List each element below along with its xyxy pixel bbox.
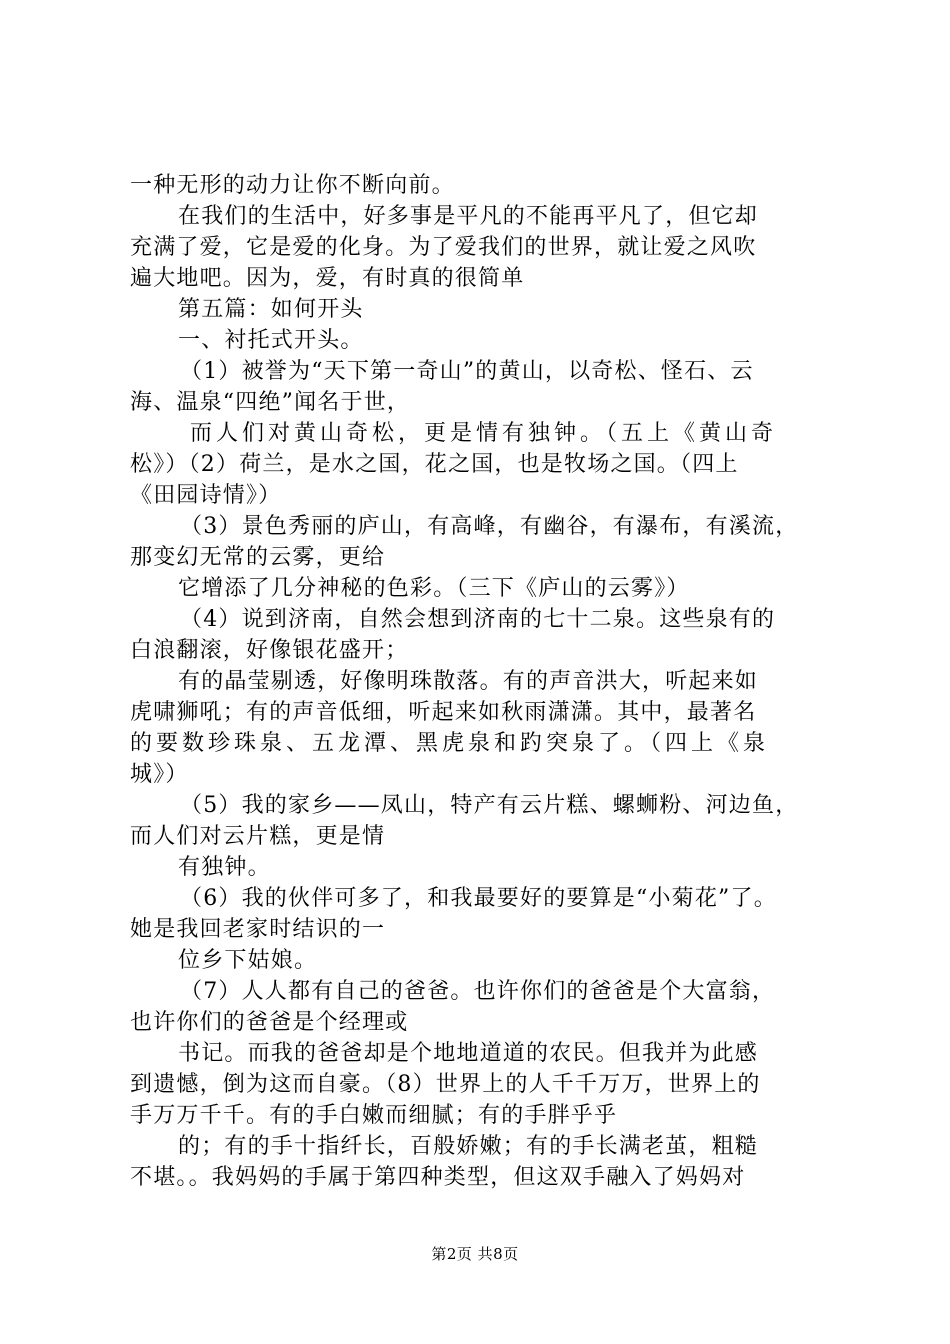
- page-number: 第2页 共8页: [431, 1245, 519, 1263]
- text-line: 也许你们的爸爸是个经理或: [130, 1010, 409, 1035]
- text-line: 海、温泉“四绝”闻名于世，: [130, 390, 411, 415]
- text-line: （4）说到济南，自然会想到济南的七十二泉。这些泉有的: [180, 607, 776, 632]
- text-line: 在我们的生活中，好多事是平凡的不能再平凡了，但它却: [178, 204, 759, 229]
- text-line: 白浪翻滚，好像银花盛开；: [130, 638, 409, 663]
- text-line: 不堪。。我妈妈的手属于第四种类型，但这双手融入了妈妈对: [130, 1165, 746, 1190]
- text-line: 虎啸狮吼；有的声音低细，听起来如秋雨潇潇。其中，最著名: [130, 700, 757, 725]
- text-line: 有的晶莹剔透，好像明珠散落。有的声音洪大，听起来如: [178, 669, 759, 694]
- section-heading: 第五篇：如何开头: [178, 297, 364, 322]
- text-line: 那变幻无常的云雾，更给: [130, 545, 386, 570]
- page-footer: [0, 1244, 950, 1264]
- subsection-heading: 一、衬托式开头。: [178, 328, 364, 353]
- text-line: （7）人人都有自己的爸爸。也许你们的爸爸是个大富翁，: [180, 979, 776, 1004]
- text-line: 它增添了几分神秘的色彩。（三下《庐山的云雾》）: [178, 576, 690, 601]
- text-line: 有独钟。: [178, 855, 271, 880]
- text-line: （1）被誉为“天下第一奇山”的黄山，以奇松、怪石、云: [180, 359, 754, 384]
- text-line: 到遗憾，倒为这而自豪。（8）世界上的人千千万万，世界上的: [130, 1072, 761, 1097]
- text-line: （5）我的家乡——凤山，特产有云片糕、螺蛳粉、河边鱼，: [180, 793, 799, 818]
- text-line: （3）景色秀丽的庐山，有高峰，有幽谷，有瀑布，有溪流，: [180, 514, 799, 539]
- text-line: 城》）: [130, 762, 189, 787]
- text-line: 遍大地吧。因为，爱，有时真的很简单: [130, 266, 525, 291]
- document-body: [130, 170, 850, 1193]
- text-line: 一种无形的动力让你不断向前。: [130, 173, 455, 198]
- text-line: 松》）（2）荷兰，是水之国，花之国，也是牧场之国。（四上: [130, 452, 739, 477]
- text-line: 而人们对云片糕，更是情: [130, 824, 386, 849]
- text-line: 充满了爱，它是爱的化身。为了爱我们的世界，就让爱之风吹: [130, 235, 757, 260]
- text-line: 的；有的手十指纤长，百般娇嫩；有的手长满老茧，粗糙: [178, 1134, 759, 1159]
- text-line: 而人们对黄山奇松，更是情有独钟。（五上《黄山奇: [190, 421, 778, 446]
- text-line: 《田园诗情》）: [130, 483, 282, 508]
- text-line: 书记。而我的爸爸却是个地地道道的农民。但我并为此感: [178, 1041, 759, 1066]
- text-line: 她是我回老家时结识的一: [130, 917, 386, 942]
- text-line: 的要数珍珠泉、五龙潭、黑虎泉和趵突泉了。（四上《泉: [130, 731, 770, 756]
- text-line: （6）我的伙伴可多了，和我最要好的要算是“小菊花”了。: [180, 886, 777, 911]
- text-line: 位乡下姑娘。: [178, 948, 318, 973]
- text-line: 手万万千千。有的手白嫩而细腻；有的手胖乎乎: [130, 1103, 618, 1128]
